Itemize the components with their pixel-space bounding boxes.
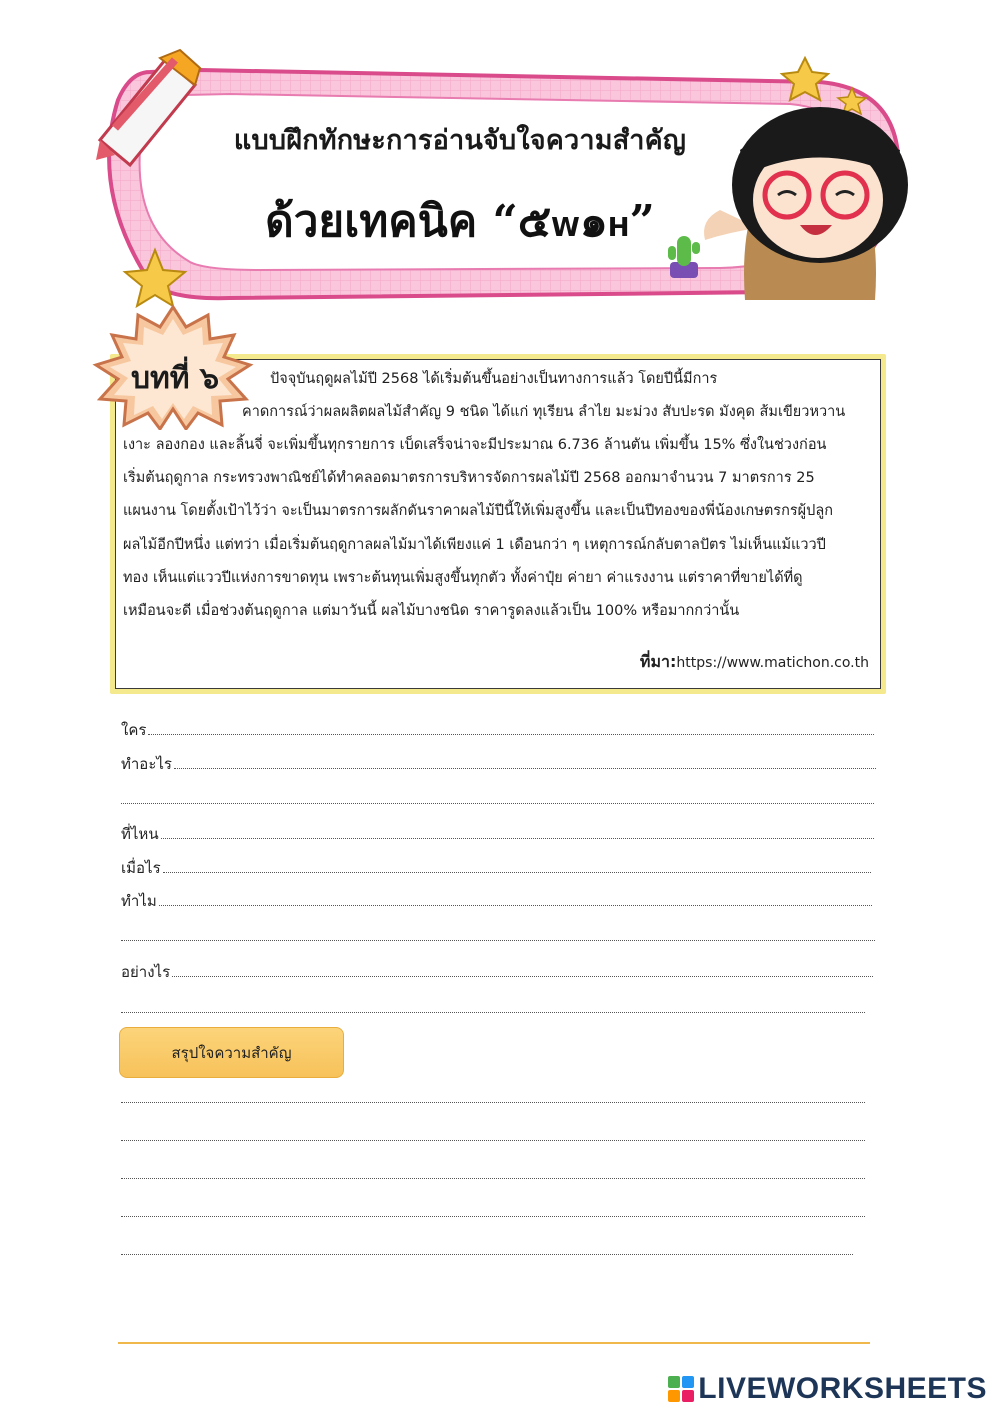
- question-why: [121, 889, 872, 911]
- summary-label-box: [119, 1027, 344, 1078]
- summary-label: สรุปใจความสำคัญ: [171, 1043, 292, 1062]
- passage-source: [640, 650, 869, 675]
- passage-line: คาดการณ์ว่าผลผลิตผลไม้สำคัญ 9 ชนิด ได้แก่ ทุเรียน ลำไย มะม่วง สับปะรด มังคุด ส้มเขียวหวาน: [242, 404, 846, 420]
- summary-answer-line-2[interactable]: [121, 1126, 865, 1141]
- source-label: ที่มา:: [639, 652, 677, 671]
- title-close-quote: ”: [629, 196, 655, 247]
- question-who-label: ใคร: [121, 721, 147, 739]
- title-prefix: ด้วยเทคนิค: [265, 196, 493, 247]
- summary-answer-line-4[interactable]: [121, 1202, 865, 1217]
- title-w: W: [551, 213, 580, 243]
- question-who: [121, 718, 874, 740]
- passage-line: แผนงาน โดยตั้งเป้าไว้ว่า จะเป็นมาตรการผลักดันราคาผลไม้ปีนี้ให้เพิ่มสูงขึ้น และเป็นปีทองของพี่น้องเกษตรกรผู้ปลูก: [123, 503, 834, 519]
- question-where-label: ที่ไหน: [121, 825, 159, 843]
- question-what-label: ทำอะไร: [121, 755, 172, 773]
- passage-line: เงาะ ลองกอง และลิ้นจี่ จะเพิ่มขึ้นทุกรายการ เบ็ดเสร็จน่าจะมีประมาณ 6.736 ล้านตัน เพิ่มขึ้น 15% ซึ่งในช่วงก่อน: [123, 437, 827, 453]
- passage-line: ผลไม้อีกปีหนึ่ง แต่ทว่า เมื่อเริ่มต้นฤดูกาลผลไม้มาได้เพียงแค่ 1 เดือนกว่า ๆ เหตุการณ์กลับตาลปัตร ไม่เห็นแม้แววปี: [123, 537, 826, 553]
- worksheet-subtitle: แบบฝึกทักษะการอ่านจับใจความสำคัญ: [233, 125, 687, 156]
- liveworksheets-logo: [668, 1372, 987, 1406]
- answer-where-field[interactable]: [161, 824, 874, 839]
- answer-why-field[interactable]: [159, 891, 872, 906]
- question-where: [121, 822, 874, 844]
- question-when-label: เมื่อไร: [121, 859, 161, 877]
- title-h: H: [607, 213, 630, 243]
- title-five: ๕: [517, 196, 552, 247]
- answer-who-field[interactable]: [148, 720, 874, 735]
- answer-what-continued-field[interactable]: [121, 789, 874, 804]
- answer-why-continued-field[interactable]: [121, 926, 875, 941]
- answer-what-field[interactable]: [174, 754, 876, 769]
- title-one: ๑: [579, 196, 608, 247]
- passage-line: เหมือนจะดี เมื่อช่วงต้นฤดูกาล แต่มาวันนี้ ผลไม้บางชนิด ราคารูดลงแล้วเป็น 100% หรือมากกว่านั้น: [123, 603, 740, 619]
- passage-line: ปัจจุบันฤดูผลไม้ปี 2568 ได้เริ่มต้นขึ้นอย่างเป็นทางการแล้ว โดยปีนี้มีการ: [270, 371, 718, 387]
- passage-line: ทอง เห็นแต่แววปีแห่งการขาดทุน เพราะต้นทุนเพิ่มสูงขึ้นทุกตัว ทั้งค่าปุ๋ย ค่ายา ค่าแรงงาน แต่ราคาที่ขายได้ที่ดู: [123, 570, 803, 586]
- title-open-quote: “: [492, 196, 518, 247]
- worksheet-title: [150, 186, 770, 256]
- question-how-label: อย่างไร: [121, 963, 171, 981]
- question-when: [121, 856, 871, 878]
- liveworksheets-logo-icon: [668, 1376, 694, 1402]
- summary-answer-line-3[interactable]: [121, 1164, 865, 1179]
- question-why-label: ทำไม: [121, 892, 157, 910]
- answer-how-continued-field[interactable]: [121, 998, 865, 1013]
- question-what: [121, 752, 876, 774]
- liveworksheets-logo-text: LIVEWORKSHEETS: [698, 1372, 987, 1405]
- summary-answer-line-5[interactable]: [121, 1240, 853, 1255]
- summary-answer-line-1[interactable]: [121, 1088, 865, 1103]
- question-how: [121, 960, 873, 982]
- source-url: https://www.matichon.co.th: [676, 655, 869, 671]
- passage-line: เริ่มต้นฤดูกาล กระทรวงพาณิชย์ได้ทำคลอดมาตรการบริหารจัดการผลไม้ปี 2568 ออกมาจำนวน 7 มาตรการ 25: [123, 470, 815, 486]
- answer-when-field[interactable]: [163, 858, 871, 873]
- footer-divider: [118, 1342, 870, 1344]
- answer-how-field[interactable]: [172, 962, 873, 977]
- lesson-badge: บทที่ ๖: [130, 361, 220, 396]
